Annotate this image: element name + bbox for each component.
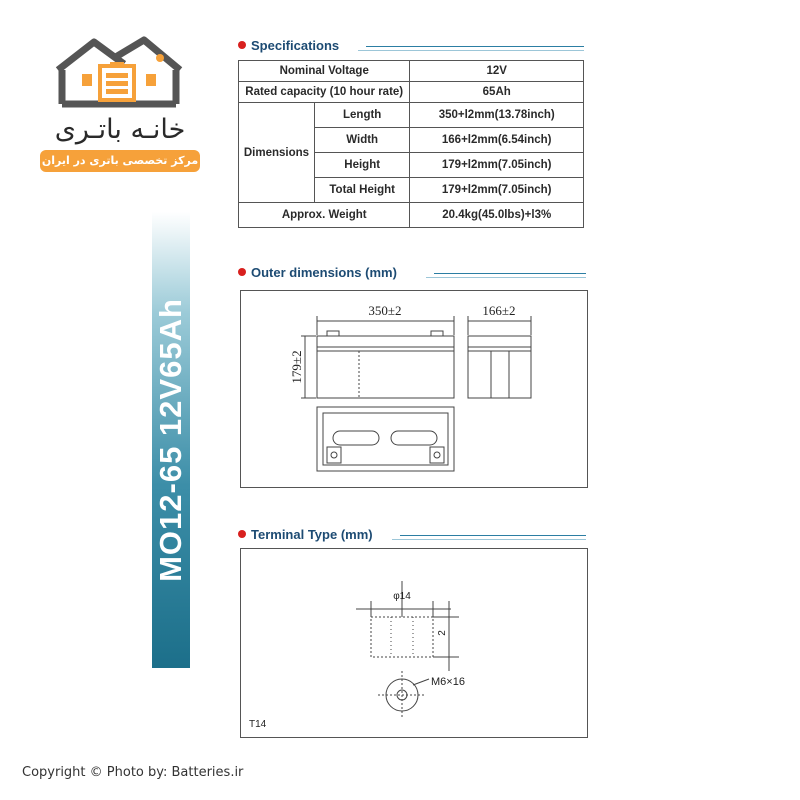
bullet-icon (238, 530, 246, 538)
specifications-table (238, 60, 584, 228)
spec-label: Nominal Voltage (239, 61, 410, 82)
specifications-title: Specifications (251, 38, 340, 53)
spec-sublabel: Length (314, 103, 410, 128)
header-rule (434, 273, 586, 274)
spec-label: Approx. Weight (239, 203, 410, 228)
width-dimension-label: 166±2 (482, 303, 516, 318)
header-rule-secondary (358, 50, 584, 51)
bullet-icon (238, 268, 246, 276)
spec-sublabel: Total Height (314, 178, 410, 203)
terminal-header (238, 527, 588, 543)
terminal-height-label: 2 (437, 630, 448, 636)
brand-logo (30, 36, 210, 176)
battery-outline-diagram (241, 291, 587, 487)
header-rule-secondary (426, 277, 586, 278)
dimensions-label: Dimensions (239, 103, 315, 203)
spec-value: 12V (410, 61, 584, 82)
header-rule-secondary (392, 539, 586, 540)
header-rule (366, 46, 584, 47)
brand-name: خانـه باتـری (54, 114, 186, 145)
spec-value: 65Ah (410, 82, 584, 103)
table-row (239, 82, 584, 103)
outer-dimensions-drawing (240, 290, 588, 488)
table-row (239, 61, 584, 82)
table-row (239, 203, 584, 228)
terminal-title: Terminal Type (mm) (251, 527, 373, 542)
spec-value: 166+l2mm(6.54inch) (410, 128, 584, 153)
brand-tagline: مرکز تخصصی باتری در ایران (40, 150, 200, 172)
spec-sublabel: Width (314, 128, 410, 153)
outer-dimensions-title: Outer dimensions (mm) (251, 265, 397, 280)
table-row (239, 103, 584, 128)
spec-sublabel: Height (314, 153, 410, 178)
house-battery-icon (52, 36, 188, 112)
spec-value: 20.4kg(45.0lbs)+l3% (410, 203, 584, 228)
spec-value: 179+l2mm(7.05inch) (410, 153, 584, 178)
outer-dimensions-header (238, 265, 588, 281)
spec-label: Rated capacity (10 hour rate) (239, 82, 410, 103)
terminal-diagram (241, 549, 587, 737)
terminal-bolt-label: M6×16 (431, 676, 465, 688)
copyright-notice: Copyright © Photo by: Batteries.ir (22, 765, 244, 780)
spec-value: 179+l2mm(7.05inch) (410, 178, 584, 203)
terminal-drawing (240, 548, 588, 738)
model-label: MO12-65 12V65Ah (153, 298, 188, 582)
spec-value: 350+l2mm(13.78inch) (410, 103, 584, 128)
header-rule (400, 535, 586, 536)
height-dimension-label: 179±2 (289, 350, 304, 384)
bullet-icon (238, 41, 246, 49)
length-dimension-label: 350±2 (368, 303, 402, 318)
terminal-diameter-label: φ14 (393, 591, 411, 602)
terminal-type-label: T14 (249, 719, 267, 730)
specifications-header (238, 38, 588, 54)
